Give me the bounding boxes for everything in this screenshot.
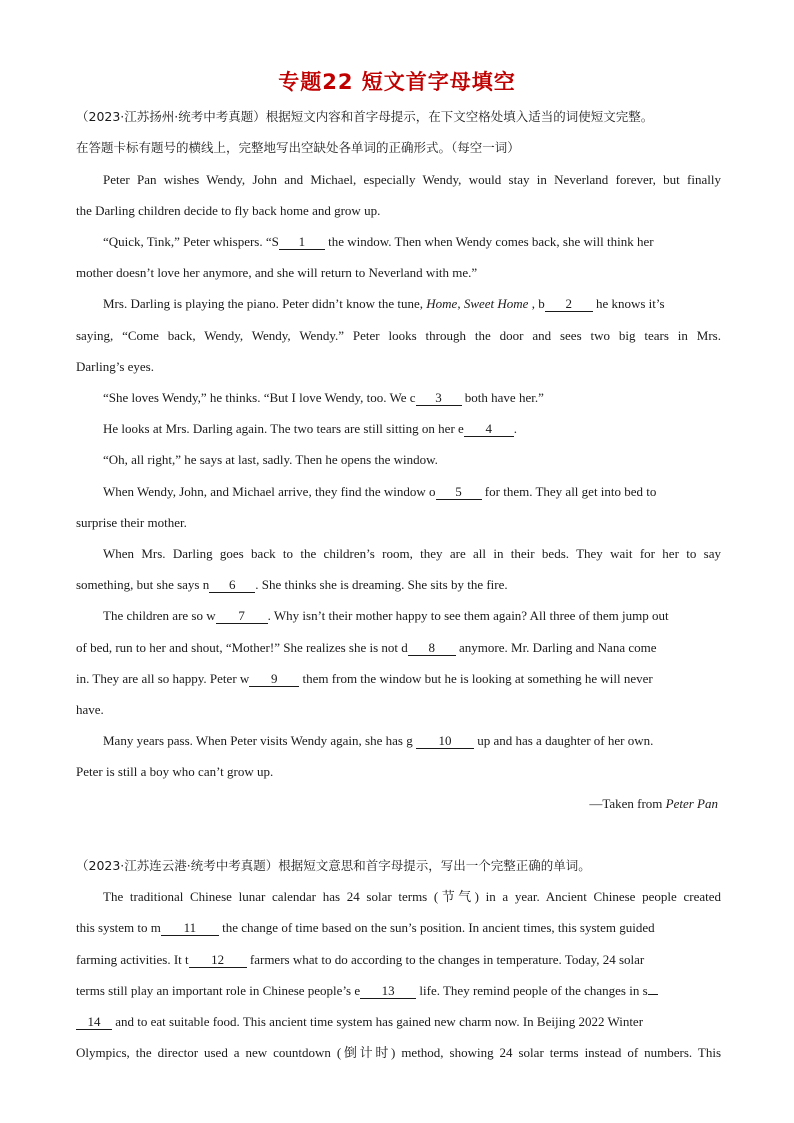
answer-blank-11[interactable]: 11 [161, 920, 219, 936]
answer-blank-5[interactable]: 5 [436, 484, 482, 500]
passage2-line: this system to m 11 the change of time based on the sun’s position. In ancient times, this system guided [76, 920, 655, 935]
passage1-line: Peter is still a boy who can’t grow up. [76, 764, 274, 779]
source-attribution: —Taken from Peter Pan [589, 796, 718, 811]
answer-blank-6[interactable]: 6 [209, 577, 255, 593]
passage1-line: “Quick, Tink,” Peter whispers. “S 1 the window. Then when Wendy comes back, she will think her [103, 234, 654, 249]
answer-blank-4[interactable]: 4 [464, 421, 514, 437]
passage2-line: Olympics, the director used a new countdown (倒计时) method, showing 24 solar terms instead of numbers. This [76, 1045, 721, 1060]
passage1-line: something, but she says n 6 . She thinks she is dreaming. She sits by the fire. [76, 577, 508, 592]
passage1-line: When Wendy, John, and Michael arrive, they find the window o 5 for them. They all get into bed to [103, 484, 657, 499]
answer-blank-7[interactable]: 7 [216, 608, 268, 624]
answer-blank-9[interactable]: 9 [249, 671, 299, 687]
answer-blank-1[interactable]: 1 [279, 234, 325, 250]
passage1-line: When Mrs. Darling goes back to the children’s room, they are all in their beds. They wait for her to say [103, 546, 721, 561]
passage1-line: Mrs. Darling is playing the piano. Peter didn’t know the tune, Home, Sweet Home , b 2 he knows it’s [103, 296, 665, 311]
page-title: 专题22 短文首字母填空 [278, 70, 516, 94]
passage1-line: “Oh, all right,” he says at last, sadly. Then he opens the window. [103, 452, 438, 467]
passage1-line: surprise their mother. [76, 515, 187, 530]
passage1-line: of bed, run to her and shout, “Mother!” She realizes she is not d 8 anymore. Mr. Darling and Nana come [76, 640, 657, 655]
passage1-line: Peter Pan wishes Wendy, John and Michael, especially Wendy, would stay in Neverland forever, but finally [103, 172, 721, 187]
passage1-line: have. [76, 702, 104, 717]
answer-blank-14-lead [648, 994, 658, 995]
passage1-line: mother doesn’t love her anymore, and she will return to Neverland with me.” [76, 265, 478, 280]
answer-blank-8[interactable]: 8 [408, 640, 456, 656]
passage1-line: The children are so w 7 . Why isn’t their mother happy to see them again? All three of them jump out [103, 608, 669, 623]
answer-blank-13[interactable]: 13 [360, 983, 416, 999]
answer-blank-10[interactable]: 10 [416, 733, 474, 749]
answer-blank-14[interactable]: 14 [76, 1014, 112, 1030]
passage2-line: The traditional Chinese lunar calendar has 24 solar terms (节气) in a year. Ancient Chinese people created [103, 889, 721, 904]
passage1-line: He looks at Mrs. Darling again. The two tears are still sitting on her e 4 . [103, 421, 518, 436]
answer-blank-12[interactable]: 12 [189, 952, 247, 968]
answer-blank-3[interactable]: 3 [416, 390, 462, 406]
section1-instruction-cont: 在答题卡标有题号的横线上，完整地写出空缺处各单词的正确形式。（每空一词） [76, 140, 520, 155]
passage1-line: the Darling children decide to fly back home and grow up. [76, 203, 381, 218]
passage1-line: Darling’s eyes. [76, 359, 154, 374]
passage2-line: farming activities. It t 12 farmers what to do according to the changes in temperature. Today, 24 solar [76, 952, 645, 967]
passage1-line: saying, “Come back, Wendy, Wendy, Wendy.” Peter looks through the door and sees two big tears in Mrs. [76, 328, 721, 343]
section1-instruction: （2023·江苏扬州·统考中考真题）根据短文内容和首字母提示，在下文空格处填入适当的词使短文完整。 [76, 109, 654, 124]
passage1-line: Many years pass. When Peter visits Wendy again, she has g 10 up and has a daughter of her own. [103, 733, 654, 748]
section2-instruction: （2023·江苏连云港·统考中考真题）根据短文意思和首字母提示，写出一个完整正确的单词。 [76, 858, 591, 873]
answer-blank-2[interactable]: 2 [545, 296, 593, 312]
passage1-line: “She loves Wendy,” he thinks. “But I love Wendy, too. We c 3 both have her.” [103, 390, 544, 405]
passage1-line: in. They are all so happy. Peter w 9 them from the window but he is looking at something he will never [76, 671, 653, 686]
passage2-line: terms still play an important role in Chinese people’s e 13 life. They remind people of the changes in s [76, 981, 721, 1001]
passage2-line: 14 and to eat suitable food. This ancient time system has gained new charm now. In Beijing 2022 Winter [76, 1012, 721, 1032]
